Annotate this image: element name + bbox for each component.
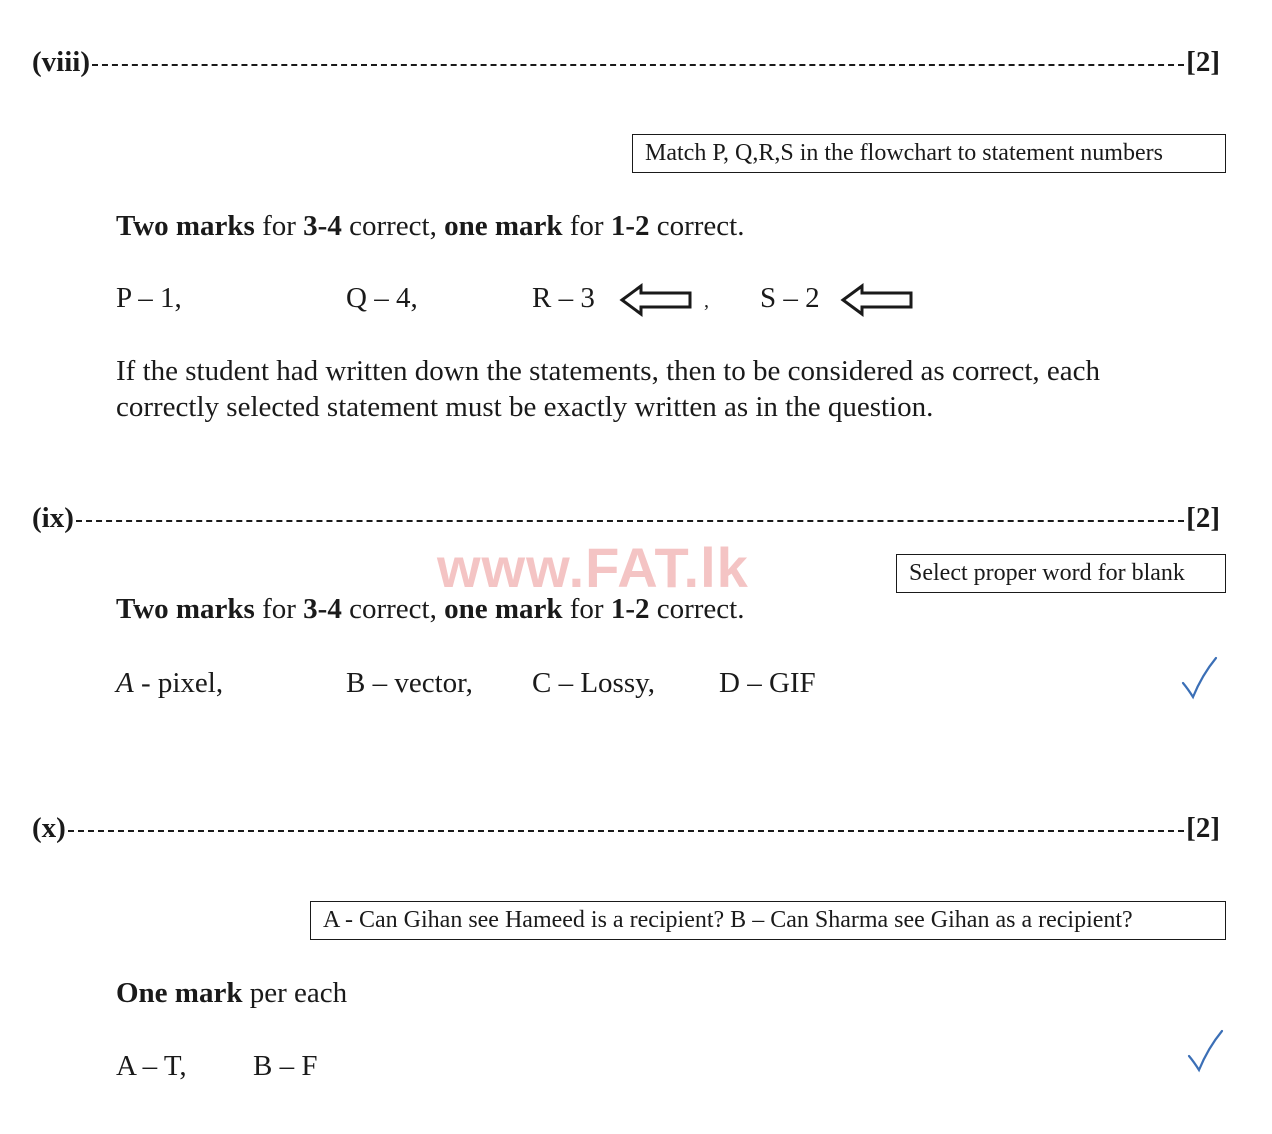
marks-label: [2] xyxy=(1186,502,1220,534)
marking-rule xyxy=(116,210,745,243)
rule-text: for xyxy=(562,593,611,625)
left-arrow-icon xyxy=(619,283,693,317)
question-number: (viii) xyxy=(32,46,90,78)
rule-text: correct. xyxy=(649,593,745,625)
answer-d: D – GIF xyxy=(719,667,816,699)
rule-bold: Two marks xyxy=(116,210,255,242)
instruction-box xyxy=(896,554,1226,593)
marking-rule xyxy=(116,593,745,626)
marks-label: [2] xyxy=(1186,46,1220,78)
question-number: (x) xyxy=(32,812,66,844)
rule-text: for xyxy=(254,210,304,242)
answer-c: C – Lossy, xyxy=(532,667,655,699)
question-heading-viii xyxy=(32,46,1220,79)
rule-text: for xyxy=(562,210,611,242)
answer-s: S – 2 xyxy=(760,282,820,314)
instruction-box xyxy=(632,134,1226,173)
rule-bold: Two marks xyxy=(116,593,255,625)
answer-b: B – F xyxy=(253,1050,318,1082)
rule-bold: One mark xyxy=(116,977,243,1009)
rule-bold: 3-4 xyxy=(303,210,342,242)
answer-text: - pixel, xyxy=(133,667,224,699)
marking-rule xyxy=(116,977,347,1010)
instruction-text: Select proper word for blank xyxy=(909,560,1185,586)
question-heading-ix xyxy=(32,502,1220,535)
rule-bold: one mark xyxy=(444,593,563,625)
rule-bold: 1-2 xyxy=(610,210,650,242)
answer-r: R – 3 xyxy=(532,282,595,314)
answer-b: B – vector, xyxy=(346,667,473,699)
answer-q: Q – 4, xyxy=(346,282,418,314)
dashed-rule xyxy=(76,520,1184,522)
rule-text: for xyxy=(254,593,304,625)
answer-letter: A xyxy=(116,667,134,699)
left-arrow-icon xyxy=(840,283,914,317)
note-line: If the student had written down the statements, then to be considered as correct, each xyxy=(116,355,1101,387)
answer-separator: , xyxy=(704,290,709,312)
rule-bold: 1-2 xyxy=(610,593,650,625)
question-number: (ix) xyxy=(32,502,74,534)
dashed-rule xyxy=(68,830,1184,832)
note-line: correctly selected statement must be exactly written as in the question. xyxy=(116,391,934,423)
rule-bold: 3-4 xyxy=(303,593,342,625)
watermark: www.FAT.lk xyxy=(437,536,749,599)
answer-p: P – 1, xyxy=(116,282,182,314)
check-icon xyxy=(1180,655,1220,701)
rule-text: correct. xyxy=(649,210,745,242)
rule-text: per each xyxy=(242,977,348,1009)
check-icon xyxy=(1186,1028,1226,1074)
rule-text: correct, xyxy=(341,593,445,625)
answer-a xyxy=(116,667,223,700)
instruction-text: A - Can Gihan see Hameed is a recipient? B – Can Sharma see Gihan as a recipient? xyxy=(323,907,1133,933)
instruction-box xyxy=(310,901,1226,940)
marks-label: [2] xyxy=(1186,812,1220,844)
rule-text: correct, xyxy=(341,210,445,242)
question-heading-x xyxy=(32,812,1220,845)
dashed-rule xyxy=(92,64,1184,66)
instruction-text: Match P, Q,R,S in the flowchart to statement numbers xyxy=(645,140,1163,166)
rule-bold: one mark xyxy=(444,210,563,242)
answer-a: A – T, xyxy=(116,1050,187,1082)
